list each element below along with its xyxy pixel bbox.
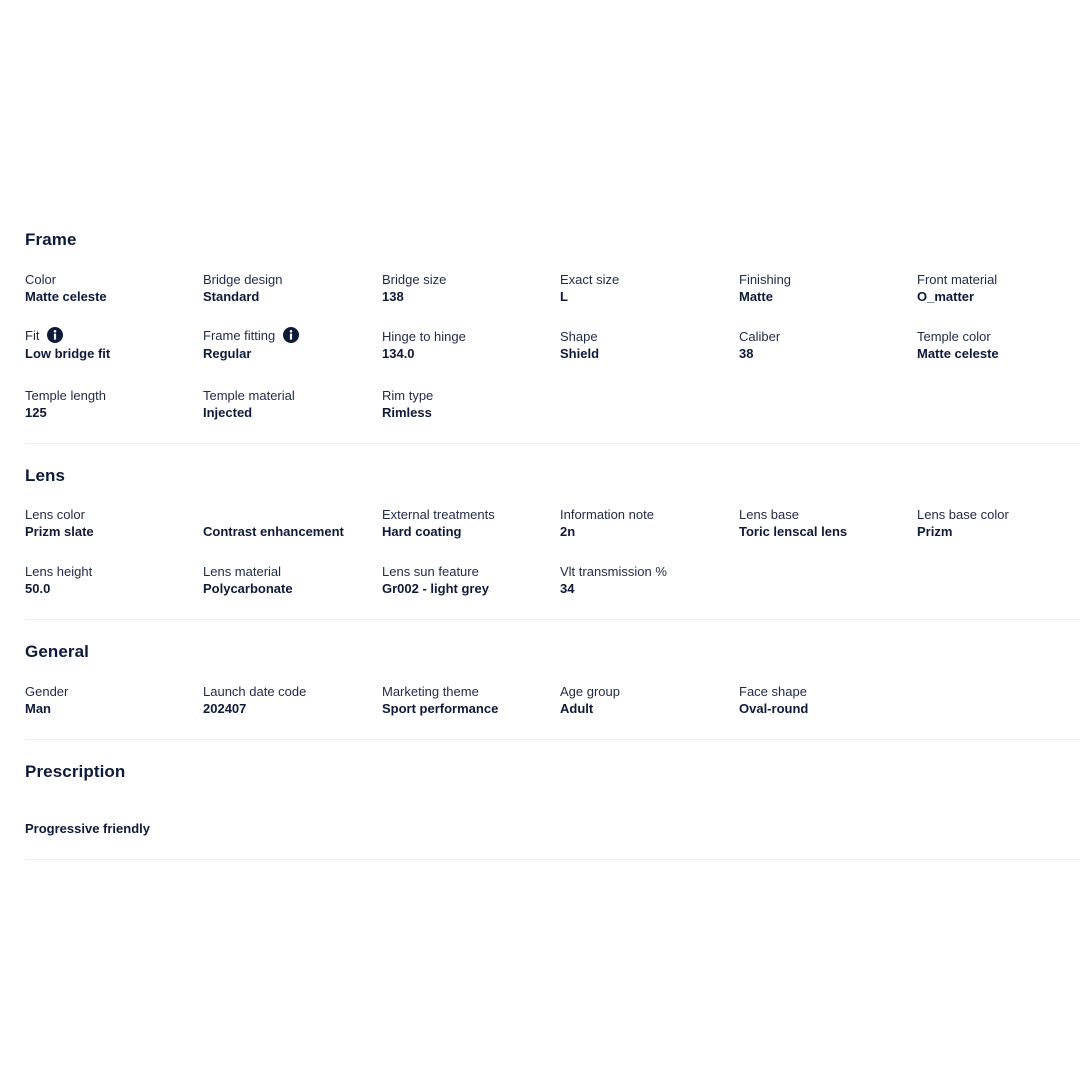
spec-value: Low bridge fit [25,346,111,361]
spec-value: Sport performance [382,701,499,716]
spec-label [203,507,378,522]
spec-label: Shape [560,329,598,344]
spec-hinge-to-hinge [382,329,557,361]
spec-value: 34 [560,581,575,596]
spec-value: Progressive friendly [25,821,150,836]
spec-label: Temple length [25,388,106,403]
spec-color [25,272,200,304]
spec-value: Polycarbonate [203,581,293,596]
spec-frame-fitting [203,327,378,361]
lens-section [25,464,1080,620]
spec-lens-height [25,564,200,596]
spec-label: Fit [25,327,40,343]
spec-value: 50.0 [25,581,51,596]
spec-label: Bridge design [203,272,283,287]
spec-fit [25,327,200,361]
spec-age-group [560,684,735,716]
spec-vlt-transmission [560,564,735,596]
spec-label: Caliber [739,329,781,344]
spec-label: Exact size [560,272,620,287]
spec-label: Face shape [739,684,807,699]
spec-label: Lens material [203,564,282,579]
spec-value: Adult [560,701,594,716]
section-title-prescription: Prescription [25,762,126,781]
spec-value: Oval-round [739,701,809,716]
spec-label: Information note [560,507,654,522]
spec-label: Front material [917,272,998,287]
spec-temple-length [25,388,200,420]
spec-marketing-theme [382,684,557,716]
spec-value: Shield [560,346,600,361]
spec-label: Lens sun feature [382,564,479,579]
section-title-frame: Frame [25,230,77,249]
spec-progressive-friendly [25,804,200,836]
spec-value: Standard [203,289,260,304]
spec-value: Regular [203,346,252,361]
spec-label: External treatments [382,507,495,522]
spec-face-shape [739,684,914,716]
general-section [25,640,1080,740]
spec-lens-material [203,564,378,596]
section-title-lens: Lens [25,466,66,485]
spec-caliber [739,329,914,361]
spec-value: Prizm slate [25,524,94,539]
spec-value: 138 [382,289,404,304]
spec-label: Frame fitting [203,327,276,343]
spec-launch-date-code [203,684,378,716]
spec-value: L [560,289,568,304]
spec-rim-type [382,388,557,420]
spec-label: Bridge size [382,272,447,287]
spec-value: Gr002 - light grey [382,581,489,596]
spec-external-treatments [382,507,557,539]
frame-section [25,228,1080,444]
spec-value: Rimless [382,405,432,420]
spec-value: Hard coating [382,524,462,539]
spec-label: Lens base [739,507,799,522]
spec-value: 202407 [203,701,247,716]
spec-label: Lens base color [917,507,1009,522]
prescription-section [25,760,1080,860]
spec-value: Prizm [917,524,953,539]
spec-exact-size [560,272,735,304]
spec-lens-sun-feature [382,564,557,596]
spec-value: Man [25,701,51,716]
spec-front-material [917,272,1080,304]
spec-value: Matte [739,289,773,304]
spec-label: Color [25,272,57,287]
spec-value: Injected [203,405,253,420]
spec-label: Gender [25,684,69,699]
spec-lens-color [25,507,200,539]
spec-label: Lens height [25,564,93,579]
spec-value: 125 [25,405,47,420]
spec-shape [560,329,735,361]
spec-label: Rim type [382,388,434,403]
spec-label: Launch date code [203,684,307,699]
spec-contrast-enhancement [203,507,378,539]
spec-label: Marketing theme [382,684,479,699]
spec-value: 2n [560,524,576,539]
spec-lens-base-color [917,507,1080,539]
spec-bridge-design [203,272,378,304]
spec-label: Temple color [917,329,991,344]
spec-label: Finishing [739,272,792,287]
info-icon[interactable] [283,327,299,343]
spec-value: 134.0 [382,346,415,361]
spec-value: Contrast enhancement [203,524,344,539]
spec-label: Age group [560,684,620,699]
info-icon[interactable] [47,327,63,343]
section-title-general: General [25,642,90,661]
spec-value: 38 [739,346,754,361]
spec-label: Vlt transmission % [560,564,667,579]
spec-gender [25,684,200,716]
spec-value: Toric lenscal lens [739,524,848,539]
spec-label [25,804,200,819]
spec-temple-material [203,388,378,420]
spec-label: Temple material [203,388,295,403]
spec-temple-color [917,329,1080,361]
spec-value: Matte celeste [25,289,107,304]
spec-lens-base [739,507,914,539]
spec-label: Lens color [25,507,85,522]
spec-value: O_matter [917,289,975,304]
spec-value: Matte celeste [917,346,999,361]
spec-bridge-size [382,272,557,304]
spec-finishing [739,272,914,304]
spec-information-note [560,507,735,539]
spec-label: Hinge to hinge [382,329,466,344]
